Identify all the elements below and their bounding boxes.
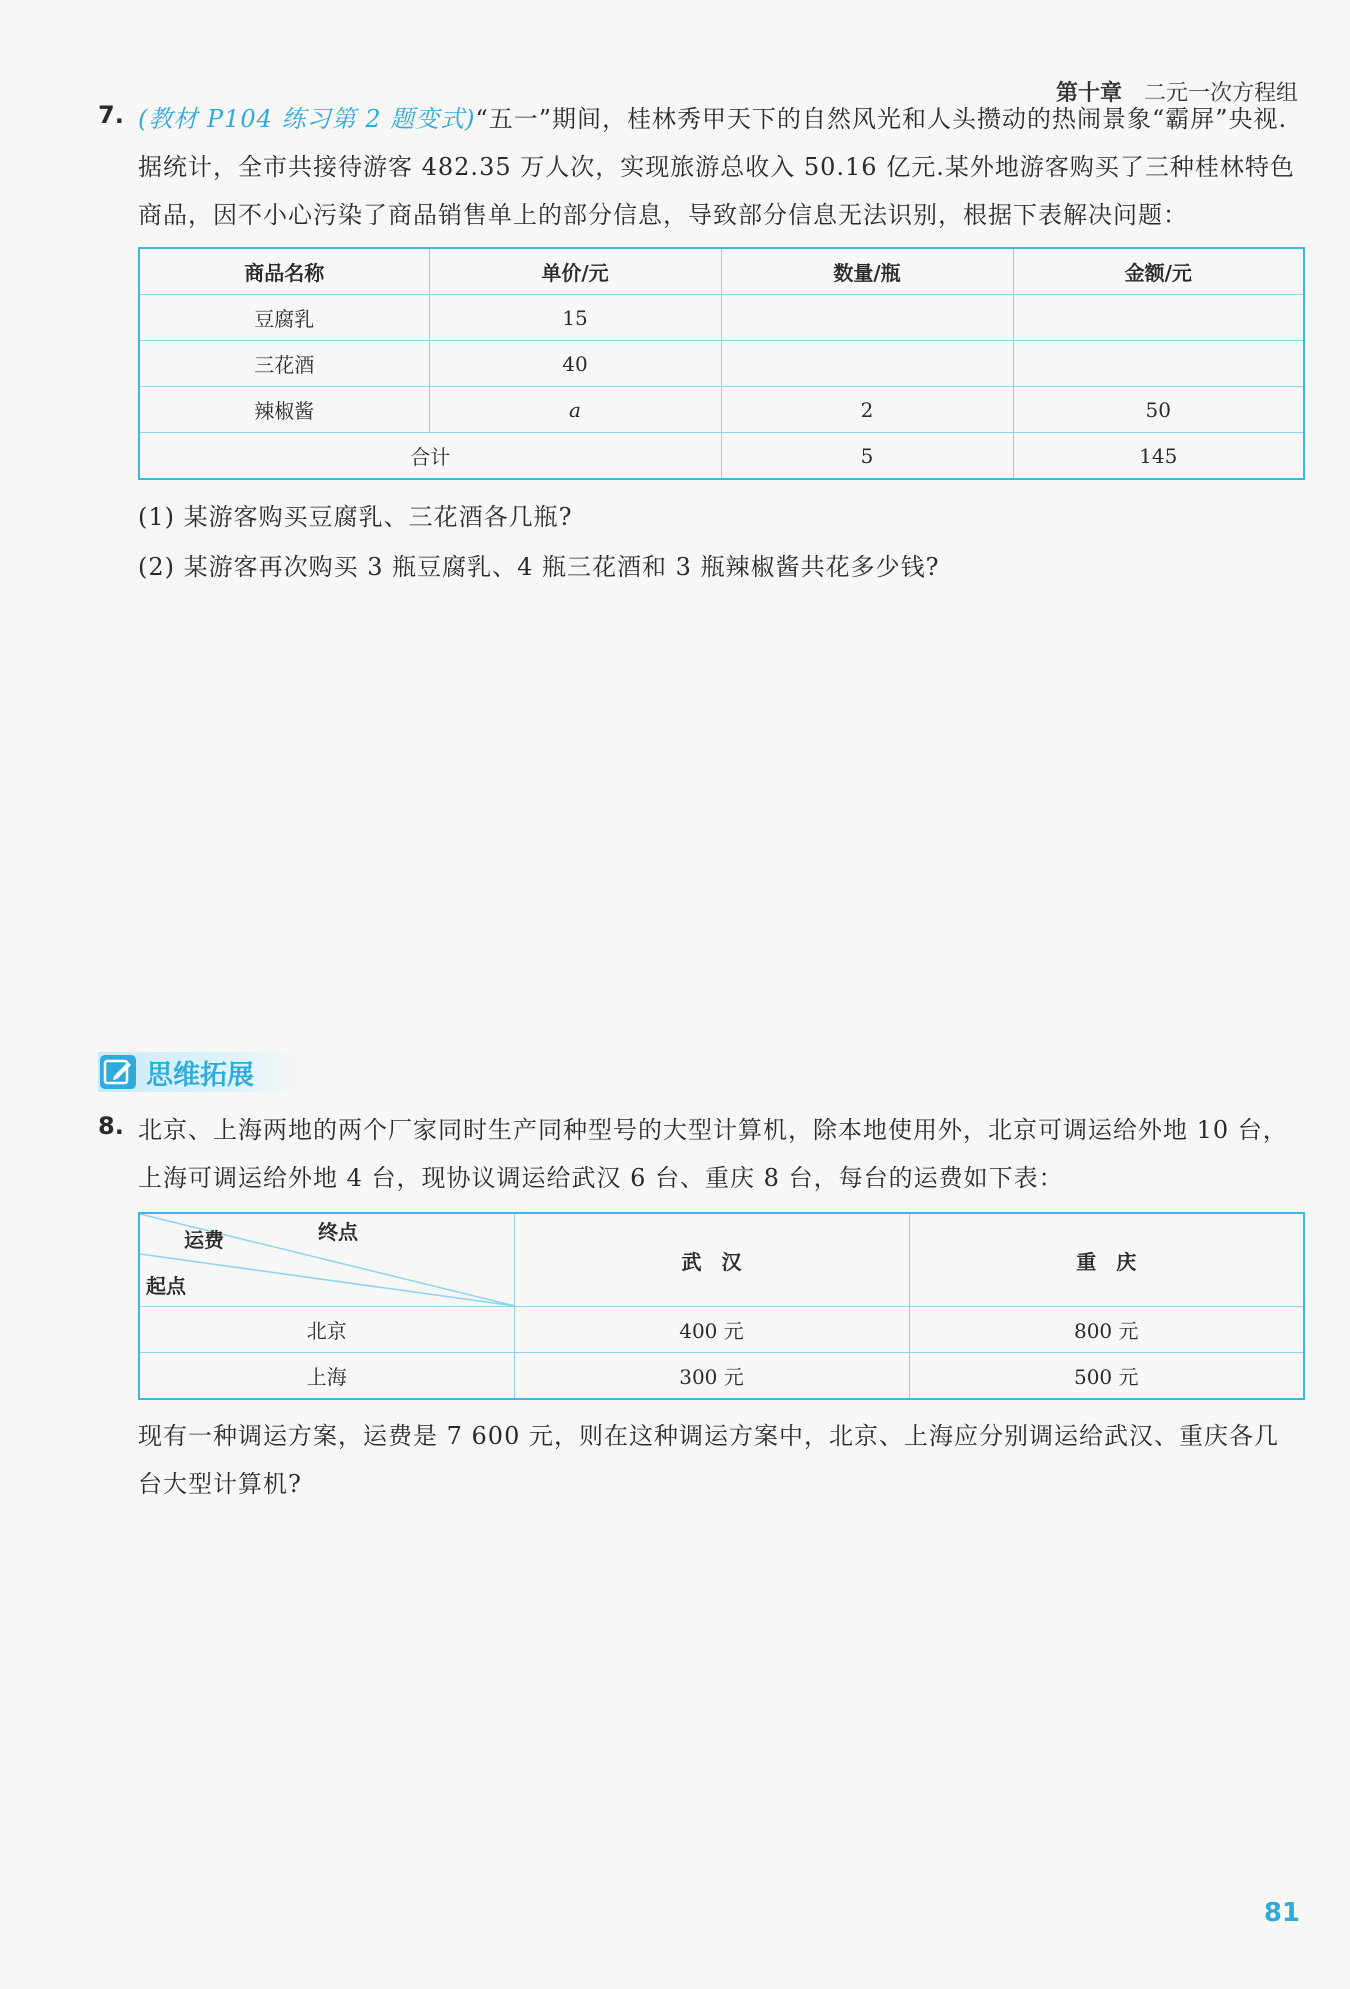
corner-cell bbox=[139, 1213, 514, 1307]
problem-7-body: “五一”期间，桂林秀甲天下的自然风光和人头攒动的热闹景象“霸屏”央视.据统计，全市共接待游客 482.35 万人次，实现旅游总收入 50.16 亿元.某外地游客购买了三种桂林特色商品，因不小心污染了商品销售单上的部分信息，导致部分信息无法识别，根据下表解决问题： bbox=[138, 105, 1295, 229]
table-total-row bbox=[139, 433, 1304, 480]
cell-name: 三花酒 bbox=[139, 341, 429, 387]
total-amount: 145 bbox=[1013, 433, 1304, 480]
origin-cell: 上海 bbox=[139, 1353, 514, 1400]
cell-name: 辣椒酱 bbox=[139, 387, 429, 433]
problem-8-text: 北京、上海两地的两个厂家同时生产同种型号的大型计算机，除本地使用外，北京可调运给外地 10 台，上海可调运给外地 4 台，现协议调运给武汉 6 台、重庆 8 台，每台的运费如下表： bbox=[138, 1116, 1288, 1192]
problem-8-question: 现有一种调运方案，运费是 7 600 元，则在这种调运方案中，北京、上海应分别调运给武汉、重庆各几台大型计算机? bbox=[138, 1422, 1279, 1498]
product-table bbox=[138, 247, 1305, 480]
fee-cell: 500 元 bbox=[909, 1353, 1304, 1400]
cell-price: 15 bbox=[429, 295, 721, 341]
total-label: 合计 bbox=[139, 433, 721, 480]
problem-8-number: 8. bbox=[98, 1112, 124, 1140]
section-banner bbox=[98, 1052, 298, 1092]
problem-7-subquestion-2: (2) 某游客再次购买 3 瓶豆腐乳、4 瓶三花酒和 3 瓶辣椒酱共花多少钱? bbox=[138, 553, 940, 581]
fee-cell: 400 元 bbox=[514, 1307, 909, 1353]
cell-quantity bbox=[721, 341, 1013, 387]
cell-amount bbox=[1013, 341, 1304, 387]
section-title: 思维拓展 bbox=[146, 1059, 254, 1091]
header-wuhan: 武 汉 bbox=[514, 1213, 909, 1307]
cell-price: a bbox=[429, 387, 721, 433]
table-row bbox=[139, 1307, 1304, 1353]
problem-7-number: 7. bbox=[98, 101, 124, 129]
total-quantity: 5 bbox=[721, 433, 1013, 480]
freight-table bbox=[138, 1212, 1305, 1400]
fee-cell: 800 元 bbox=[909, 1307, 1304, 1353]
chapter-label: 第十章 bbox=[1055, 81, 1122, 106]
header-chongqing: 重 庆 bbox=[909, 1213, 1304, 1307]
table-row bbox=[139, 1353, 1304, 1400]
table-row bbox=[139, 341, 1304, 387]
header-amount: 金额/元 bbox=[1013, 248, 1304, 295]
table-row bbox=[139, 387, 1304, 433]
fee-cell: 300 元 bbox=[514, 1353, 909, 1400]
cell-amount: 50 bbox=[1013, 387, 1304, 433]
cell-quantity: 2 bbox=[721, 387, 1013, 433]
cell-price: 40 bbox=[429, 341, 721, 387]
header-quantity: 数量/瓶 bbox=[721, 248, 1013, 295]
cell-quantity bbox=[721, 295, 1013, 341]
freight-table-header bbox=[139, 1213, 1304, 1307]
problem-7-subquestion-1: (1) 某游客购买豆腐乳、三花酒各几瓶? bbox=[138, 503, 573, 531]
corner-end-label: 终点 bbox=[318, 1220, 358, 1244]
problem-7 bbox=[98, 95, 1303, 592]
pencil-icon bbox=[100, 1055, 136, 1089]
problem-7-source: (教材 P104 练习第 2 题变式) bbox=[138, 105, 476, 133]
cell-name: 豆腐乳 bbox=[139, 295, 429, 341]
table-row bbox=[139, 295, 1304, 341]
page-number: 81 bbox=[1263, 1898, 1300, 1928]
problem-7-text bbox=[138, 95, 1303, 239]
chapter-title: 二元一次方程组 bbox=[1143, 81, 1298, 106]
header-price: 单价/元 bbox=[429, 248, 721, 295]
product-table-header bbox=[139, 248, 1304, 295]
origin-cell: 北京 bbox=[139, 1307, 514, 1353]
problem-8 bbox=[98, 1106, 1303, 1508]
corner-fee-label: 运费 bbox=[184, 1228, 224, 1252]
header-name: 商品名称 bbox=[139, 248, 429, 295]
corner-start-label: 起点 bbox=[146, 1274, 186, 1298]
cell-amount bbox=[1013, 295, 1304, 341]
